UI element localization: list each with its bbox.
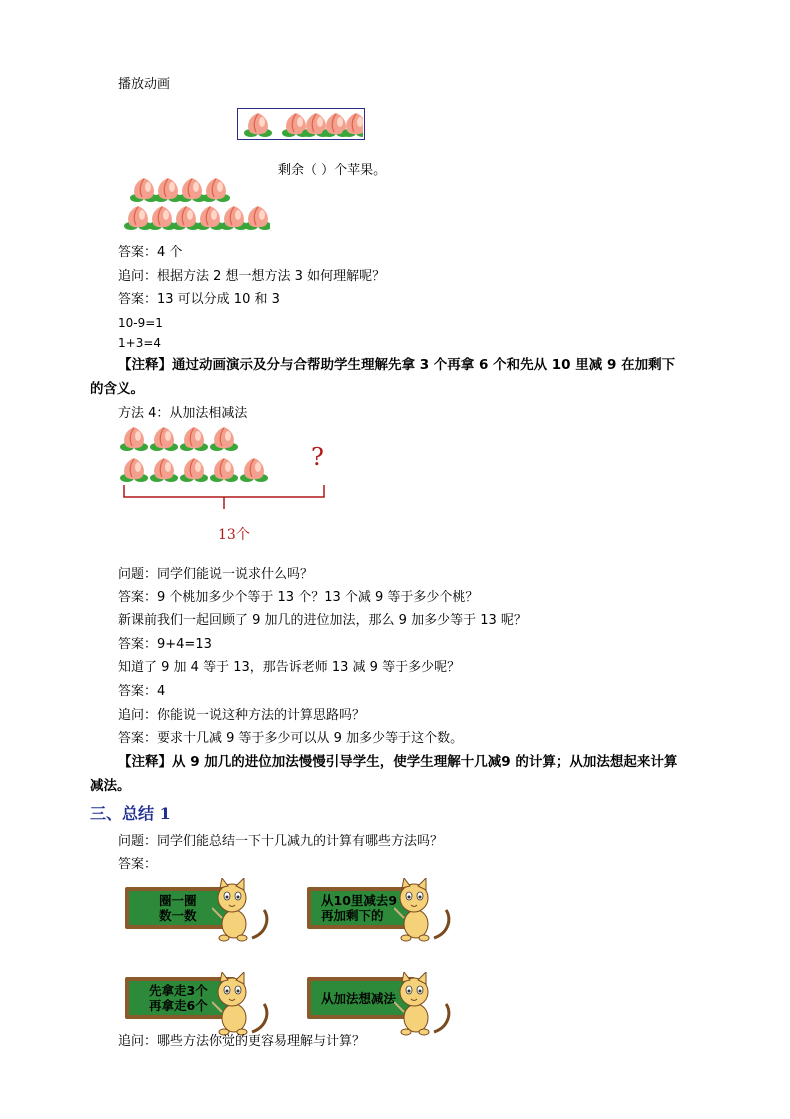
summary-followup: 追问：哪些方法你觉的更容易理解与计算？ <box>118 1034 366 1049</box>
dialog-answer-1: 答案：9 个桃加多少个等于 13 个？13 个减 9 等于多少个桃？ <box>118 590 479 605</box>
peach-group-icon <box>120 176 270 234</box>
note-2-line-2: 减法。 <box>90 778 131 794</box>
board-2-line-2: 再加剩下的 <box>321 908 384 923</box>
answer-2: 答案：13 可以分成 10 和 3 <box>118 292 280 307</box>
question-mark: ? <box>311 443 324 471</box>
board-4-line-1: 从加法想减法 <box>321 990 397 1006</box>
dialog-line-3: 新课前我们一起回顾了 9 加几的进位加法，那么 9 加多少等于 13 呢？ <box>118 613 527 628</box>
board-2-line-1: 从10里减去9 <box>321 893 398 908</box>
cat-teacher-icon <box>394 878 456 944</box>
dialog-answer-4: 答案：要求十几减 9 等于多少可以从 9 加多少等于这个数。 <box>118 731 464 746</box>
dialog-question-1: 问题：同学们能说一说求什么吗？ <box>118 567 314 582</box>
play-animation-label: 播放动画 <box>118 77 171 92</box>
total-label: 13个 <box>218 527 250 543</box>
equation-2: 1+3=4 <box>118 336 162 350</box>
board-3-line-1: 先拿走3个 <box>149 983 208 998</box>
note-1-line-1: 【注释】通过动画演示及分与合帮助学生理解先拿 3 个再拿 6 个和先从 10 里减 9 在加剩下 <box>118 357 676 373</box>
summary-question: 问题：同学们能总结一下十几减九的计算有哪些方法吗？ <box>118 834 444 849</box>
board-1-line-1: 圈一圈 <box>159 893 197 908</box>
cat-teacher-icon <box>212 878 274 944</box>
animation-peaches-icon <box>238 109 363 139</box>
dialog-question-2: 追问：你能说一说这种方法的计算思路吗？ <box>118 708 366 723</box>
note-2-line-1: 【注释】从 9 加几的进位加法慢慢引导学生，使学生理解十几减9 的计算；从加法想起来计算 <box>118 754 678 770</box>
question-2: 追问：根据方法 2 想一想方法 3 如何理解呢？ <box>118 269 386 284</box>
answer-1: 答案：4 个 <box>118 245 183 260</box>
equation-1: 10-9=1 <box>118 316 163 330</box>
dialog-answer-3: 答案：4 <box>118 684 166 699</box>
board-1-line-2: 数一数 <box>159 908 197 923</box>
note-1-line-2: 的含义。 <box>90 381 144 397</box>
dialog-line-5: 知道了 9 加 4 等于 13，那告诉老师 13 减 9 等于多少呢？ <box>118 660 461 675</box>
cat-teacher-icon <box>394 972 456 1038</box>
summary-answer: 答案： <box>118 857 158 872</box>
dialog-answer-2: 答案：9+4=13 <box>118 637 212 652</box>
board-3-line-2: 再拿走6个 <box>149 998 208 1013</box>
summary-heading: 三、总结 1 <box>90 804 171 823</box>
peach-sum-diagram <box>118 425 338 517</box>
animation-frame[interactable] <box>237 108 365 140</box>
cat-teacher-icon <box>212 972 274 1038</box>
method-4-title: 方法 4：从加法相减法 <box>118 406 248 421</box>
remaining-prompt: 剩余（ ）个苹果。 <box>278 163 387 178</box>
